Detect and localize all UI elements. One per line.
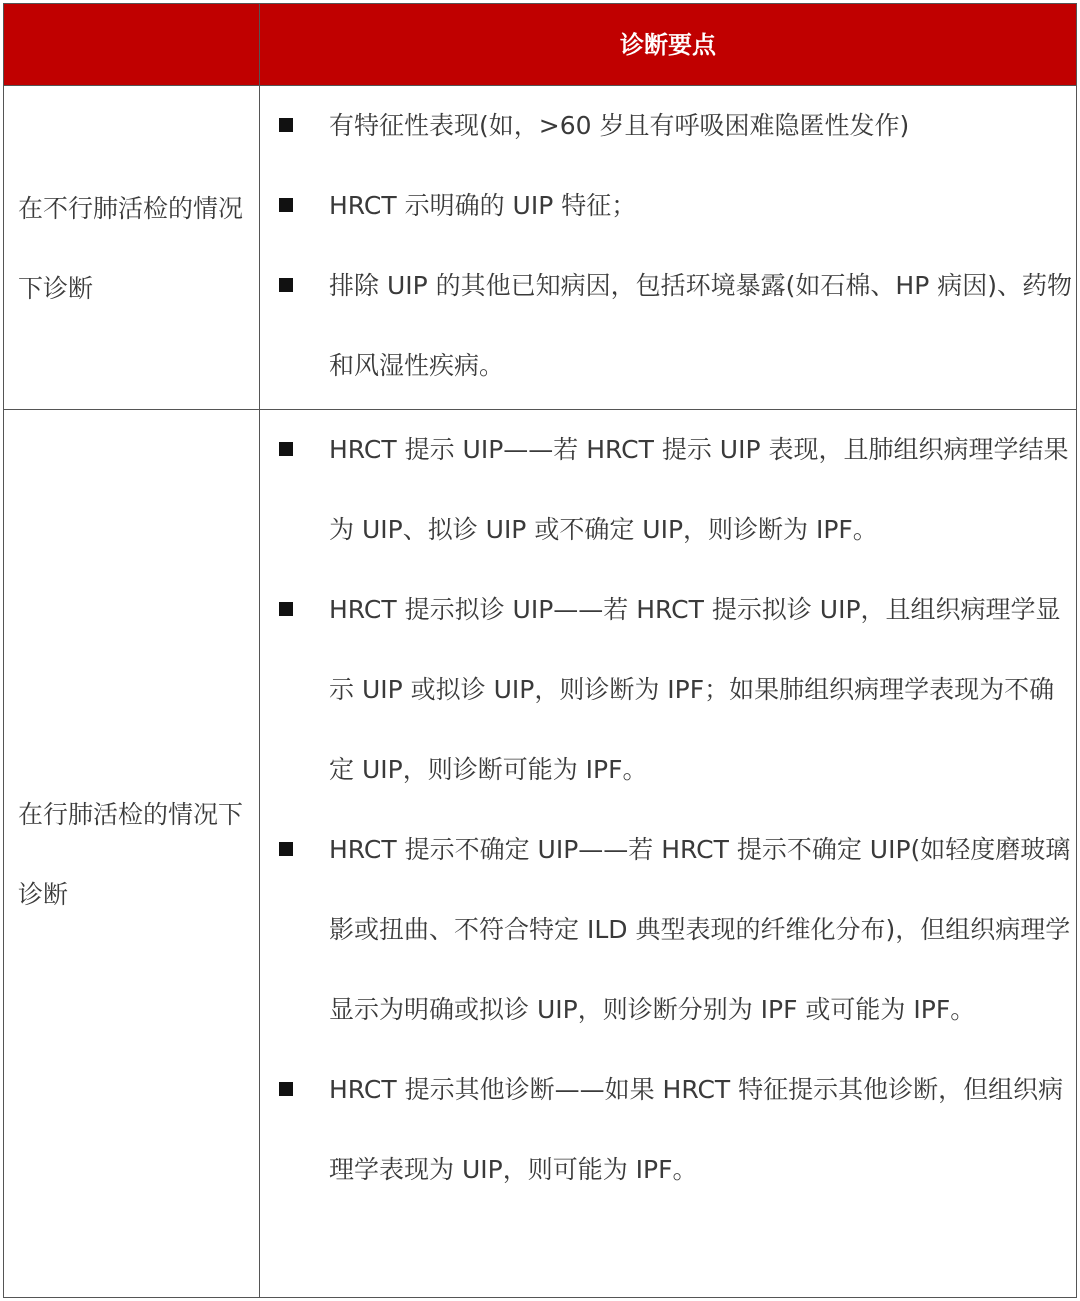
row-label-2: 在行肺活检的情况下诊断 — [18, 800, 244, 909]
bullet-list-2 — [274, 410, 1074, 1210]
list-item-text: HRCT 提示不确定 UIP——若 HRCT 提示不确定 UIP(如轻度磨玻璃影或扭曲、不符合特定 ILD 典型表现的纤维化分布)，但组织病理学显示为明确或拟诊 UIP，则诊断分别为 IPF 或可能为 IPF。 — [329, 835, 1071, 1024]
list-item — [274, 810, 1074, 1050]
square-bullet-icon — [279, 278, 293, 292]
square-bullet-icon — [279, 198, 293, 212]
bullet-list-1 — [274, 86, 1074, 406]
list-item-text: HRCT 提示拟诊 UIP——若 HRCT 提示拟诊 UIP，且组织病理学显示 UIP 或拟诊 UIP，则诊断为 IPF；如果肺组织病理学表现为不确定 UIP，则诊断可能为 IPF。 — [329, 595, 1061, 784]
list-item — [274, 86, 1074, 166]
list-item-text: HRCT 提示其他诊断——如果 HRCT 特征提示其他诊断，但组织病理学表现为 UIP，则可能为 IPF。 — [329, 1075, 1064, 1184]
diagnosis-table — [3, 3, 1077, 1298]
column-divider — [259, 86, 260, 1297]
square-bullet-icon — [279, 442, 293, 456]
header-title: 诊断要点 — [620, 31, 716, 59]
list-item-text: 有特征性表现(如，>60 岁且有呼吸困难隐匿性发作) — [329, 111, 910, 140]
list-item-text: HRCT 示明确的 UIP 特征； — [329, 191, 637, 220]
table-header — [4, 4, 1076, 86]
list-item-text: HRCT 提示 UIP——若 HRCT 提示 UIP 表现，且肺组织病理学结果为 UIP、拟诊 UIP 或不确定 UIP，则诊断为 IPF。 — [329, 435, 1069, 544]
list-item — [274, 166, 1074, 246]
list-item — [274, 570, 1074, 810]
square-bullet-icon — [279, 842, 293, 856]
list-item — [274, 410, 1074, 570]
square-bullet-icon — [279, 118, 293, 132]
list-item — [274, 1050, 1074, 1210]
row-label-1: 在不行肺活检的情况下诊断 — [18, 194, 244, 303]
list-item — [274, 246, 1074, 406]
square-bullet-icon — [279, 602, 293, 616]
list-item-text: 排除 UIP 的其他已知病因，包括环境暴露(如石棉、HP 病因)、药物和风湿性疾病。 — [329, 271, 1072, 380]
square-bullet-icon — [279, 1082, 293, 1096]
